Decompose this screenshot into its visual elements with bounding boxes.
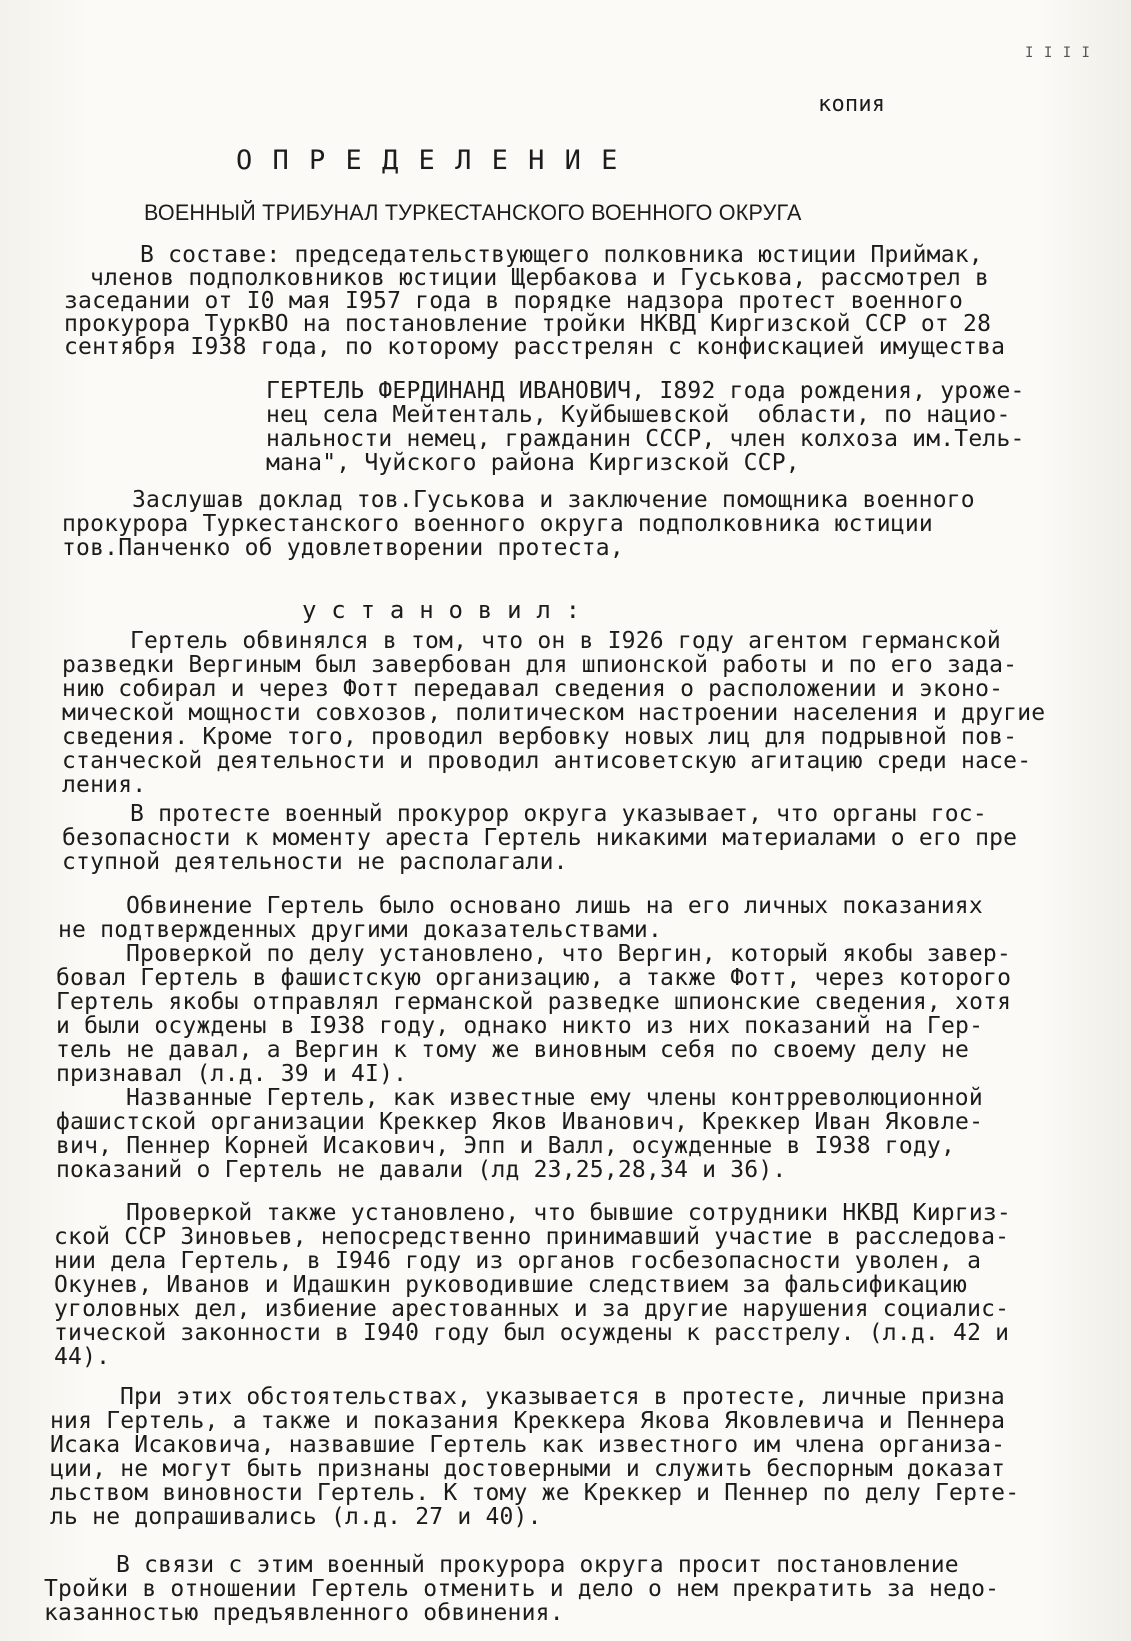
body-line: ской ССР Зиновьев, непосредственно принимавший участие в расследова- bbox=[54, 1224, 1010, 1250]
body-line: Обвинение Гертель было основано лишь на его личных показаниях bbox=[126, 893, 983, 919]
body-line: и были осуждены в I938 году, однако никто из них показаний на Гер- bbox=[56, 1013, 984, 1039]
defendant-line: нец села Мейтенталь, Куйбышевской области, по нацио- bbox=[266, 402, 1011, 428]
copy-stamp-text: копия bbox=[818, 92, 886, 117]
decision-heading: у с т а н о в и л : bbox=[302, 596, 581, 624]
body-line: В составе: председательствующего полковника юстиции Приймак, bbox=[140, 242, 983, 268]
tribunal-name: ВОЕННЫЙ ТРИБУНАЛ ТУРКЕСТАНСКОГО ВОЕННОГО ОКРУГА bbox=[144, 200, 802, 225]
body-line: сентября I938 года, по которому расстрелян с конфискацией имущества bbox=[64, 334, 1006, 360]
body-line: тель не давал, а Вергин к тому же виновным себя по своему делу не bbox=[56, 1037, 970, 1063]
body-line: Проверкой по делу установлено, что Вергин, который якобы завер- bbox=[126, 941, 1011, 967]
body-line: прокурора ТуркВО на постановление тройки НКВД Киргизской ССР от 28 bbox=[64, 311, 992, 337]
body-line: Заслушав доклад тов.Гуськова и заключение помощника военного bbox=[132, 487, 975, 513]
body-line: тов.Панченко об удовлетворении протеста, bbox=[62, 535, 624, 561]
body-line: не подтвержденных другими доказательствами. bbox=[58, 917, 663, 943]
body-line: признавал (л.д. 39 и 4I). bbox=[56, 1061, 408, 1087]
document-title: О П Р Е Д Е Л Е Н И Е bbox=[236, 145, 620, 176]
body-line: прокурора Туркестанского военного округа подполковника юстиции bbox=[62, 511, 933, 537]
body-line: казанностью предъявленного обвинения. bbox=[44, 1600, 564, 1626]
body-line: В связи с этим военный прокурора округа просит постановление bbox=[116, 1552, 959, 1578]
body-line: разведки Вергиным был завербован для шпионской работы и по его зада- bbox=[62, 652, 1018, 678]
body-line: Исака Исаковича, назвавшие Гертель как известного им члена организа- bbox=[50, 1432, 1006, 1458]
body-line: При этих обстоятельствах, указывается в протесте, личные призна bbox=[120, 1384, 1005, 1410]
defendant-line: мана", Чуйского района Киргизской ССР, bbox=[266, 450, 800, 476]
defendant-line: нальности немец, гражданин СССР, член колхоза им.Тель- bbox=[266, 426, 1025, 452]
body-line: ления. bbox=[62, 772, 147, 798]
body-line: безопасности к моменту ареста Гертель никакими материалами о его пре bbox=[62, 825, 1018, 851]
body-line: нии дела Гертель, в I946 году из органов госбезопасности уволен, а bbox=[54, 1248, 982, 1274]
body-line: фашистской организации Креккер Яков Иванович, Креккер Иван Яковле- bbox=[56, 1109, 984, 1135]
body-line: ступной деятельности не располагали. bbox=[62, 849, 568, 875]
body-line: тической законности в I940 году был осуждены к расстрелу. (л.д. 42 и bbox=[54, 1320, 1010, 1346]
body-line: Гертель якобы отправлял германской разведке шпионские сведения, хотя bbox=[56, 989, 1012, 1015]
body-line: 44). bbox=[54, 1344, 111, 1370]
body-line: бовал Гертель в фашистскую организацию, а также Фотт, через которого bbox=[56, 965, 1012, 991]
body-line: показаний о Гертель не давали (лд 23,25,28,34 и 36). bbox=[56, 1157, 787, 1183]
body-line: Окунев, Иванов и Идашкин руководившие следствием за фальсификацию bbox=[54, 1272, 968, 1298]
body-line: членов подполковников юстиции Щербакова и Гуськова, рассмотрел в bbox=[90, 265, 990, 291]
body-line: ции, не могут быть признаны достоверными и служить беспорным доказат bbox=[50, 1456, 1006, 1482]
body-line: Гертель обвинялся в том, что он в I926 году агентом германской bbox=[130, 628, 1001, 654]
defendant-line: ГЕРТЕЛЬ ФЕРДИНАНД ИВАНОВИЧ, I892 года рождения, уроже- bbox=[266, 378, 1025, 404]
body-line: заседании от I0 мая I957 года в порядке надзора протест военного bbox=[64, 288, 964, 314]
body-line: ль не допрашивались (л.д. 27 и 40). bbox=[50, 1504, 542, 1530]
body-line: уголовных дел, избиение арестованных и за другие нарушения социалис- bbox=[54, 1296, 1010, 1322]
body-line: льством виновности Гертель. К тому же Креккер и Пеннер по делу Герте- bbox=[50, 1480, 1020, 1506]
body-line: вич, Пеннер Корней Исакович, Эпп и Валл, осужденные в I938 году, bbox=[56, 1133, 956, 1159]
body-line: ния Гертель, а также и показания Креккера Якова Яковлевича и Пеннера bbox=[50, 1408, 1006, 1434]
body-line: станческой деятельности и проводил антисоветскую агитацию среди насе- bbox=[62, 748, 1032, 774]
body-line: В протесте военный прокурор округа указывает, что органы гос- bbox=[130, 801, 987, 827]
body-line: Названные Гертель, как известные ему члены контрреволюционной bbox=[126, 1085, 983, 1111]
body-line: Проверкой также установлено, что бывшие сотрудники НКВД Киргиз- bbox=[126, 1200, 1011, 1226]
body-line: мической мощности совхозов, политическом настроении населения и другие bbox=[62, 700, 1046, 726]
body-line: сведения. Кроме того, проводил вербовку новых лиц для подрывной пов- bbox=[62, 724, 1018, 750]
body-line: нию собирал и через Фотт передавал сведения о расположении и эконо- bbox=[62, 676, 1004, 702]
body-line: Тройки в отношении Гертель отменить и дело о нем прекратить за недо- bbox=[44, 1576, 1000, 1602]
margin-mark: I I I I bbox=[1024, 45, 1091, 61]
